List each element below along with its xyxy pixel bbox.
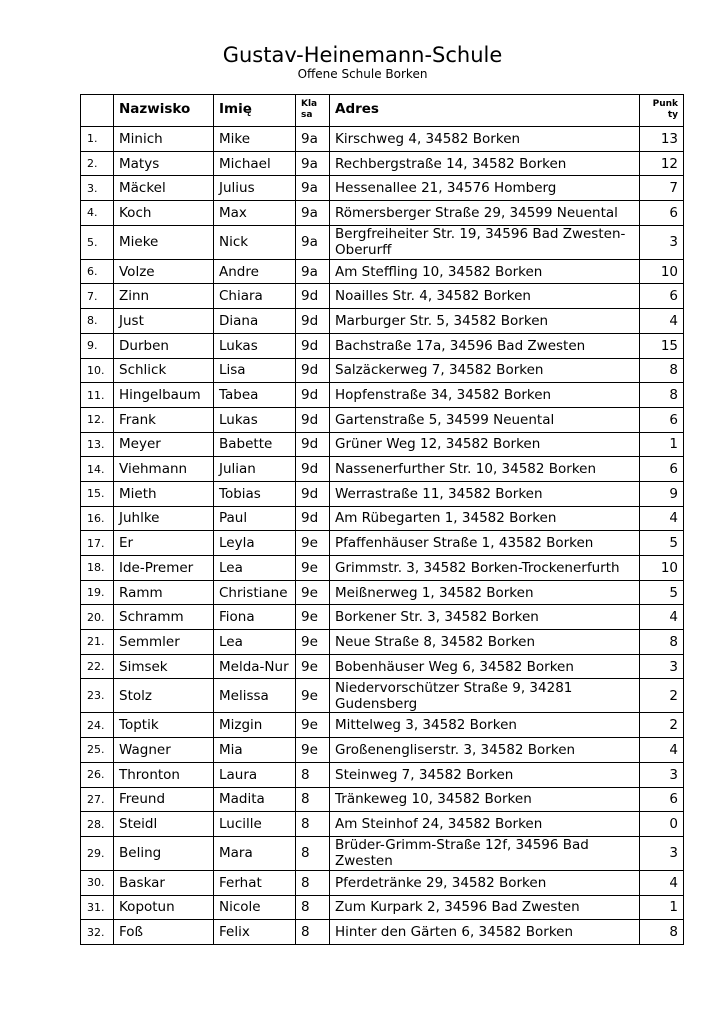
table-row — [81, 127, 684, 152]
row-number: 2. — [81, 151, 114, 176]
cell-klasa: 8 — [296, 836, 330, 870]
cell-klasa: 9e — [296, 531, 330, 556]
cell-punkty: 4 — [640, 506, 684, 531]
cell-klasa: 9d — [296, 383, 330, 408]
row-number: 12. — [81, 407, 114, 432]
page-title: Gustav-Heinemann-Schule — [222, 43, 503, 67]
cell-adres: Grüner Weg 12, 34582 Borken — [330, 432, 640, 457]
row-number: 10. — [81, 358, 114, 383]
cell-imie: Lukas — [214, 333, 296, 358]
cell-punkty: 9 — [640, 481, 684, 506]
cell-punkty: 8 — [640, 630, 684, 655]
table-row — [81, 432, 684, 457]
cell-punkty: 4 — [640, 738, 684, 763]
cell-punkty: 6 — [640, 407, 684, 432]
row-number: 29. — [81, 836, 114, 870]
cell-adres: Hessenallee 21, 34576 Homberg — [330, 176, 640, 201]
cell-nazwisko: Simsek — [114, 654, 214, 679]
cell-nazwisko: Ide-Premer — [114, 556, 214, 581]
cell-imie: Lea — [214, 556, 296, 581]
cell-adres: Römersberger Straße 29, 34599 Neuental — [330, 201, 640, 226]
row-number: 23. — [81, 679, 114, 713]
cell-punkty: 1 — [640, 432, 684, 457]
cell-imie: Mizgin — [214, 713, 296, 738]
cell-imie: Fiona — [214, 605, 296, 630]
cell-imie: Mike — [214, 127, 296, 152]
header-adres: Adres — [330, 95, 640, 127]
cell-adres: Kirschweg 4, 34582 Borken — [330, 127, 640, 152]
cell-klasa: 9d — [296, 457, 330, 482]
table-row — [81, 259, 684, 284]
table-row — [81, 383, 684, 408]
cell-imie: Nick — [214, 225, 296, 259]
table-row — [81, 151, 684, 176]
cell-adres: Brüder-Grimm-Straße 12f, 34596 Bad Zwesten — [330, 836, 640, 870]
cell-imie: Michael — [214, 151, 296, 176]
row-number: 11. — [81, 383, 114, 408]
cell-imie: Paul — [214, 506, 296, 531]
cell-punkty: 4 — [640, 870, 684, 895]
header-punkty-text: Punk ty — [652, 99, 678, 120]
table-row — [81, 481, 684, 506]
cell-punkty: 8 — [640, 920, 684, 945]
cell-adres: Rechbergstraße 14, 34582 Borken — [330, 151, 640, 176]
cell-klasa: 8 — [296, 920, 330, 945]
row-number: 26. — [81, 762, 114, 787]
header-klasa-text: Kla sa — [301, 99, 318, 120]
table-row — [81, 870, 684, 895]
cell-punkty: 12 — [640, 151, 684, 176]
table-row — [81, 654, 684, 679]
cell-nazwisko: Stolz — [114, 679, 214, 713]
cell-adres: Bobenhäuser Weg 6, 34582 Borken — [330, 654, 640, 679]
table-row — [81, 605, 684, 630]
table-row — [81, 225, 684, 259]
cell-imie: Ferhat — [214, 870, 296, 895]
cell-nazwisko: Ramm — [114, 580, 214, 605]
cell-punkty: 3 — [640, 762, 684, 787]
cell-punkty: 2 — [640, 679, 684, 713]
cell-klasa: 9a — [296, 176, 330, 201]
header-nr — [81, 95, 114, 127]
cell-punkty: 8 — [640, 358, 684, 383]
cell-adres: Salzäckerweg 7, 34582 Borken — [330, 358, 640, 383]
cell-klasa: 9a — [296, 127, 330, 152]
cell-adres: Pferdetränke 29, 34582 Borken — [330, 870, 640, 895]
cell-klasa: 9d — [296, 309, 330, 334]
cell-punkty: 6 — [640, 201, 684, 226]
cell-nazwisko: Thronton — [114, 762, 214, 787]
cell-klasa: 9d — [296, 432, 330, 457]
cell-imie: Chiara — [214, 284, 296, 309]
cell-imie: Christiane — [214, 580, 296, 605]
table-row — [81, 738, 684, 763]
cell-imie: Nicole — [214, 895, 296, 920]
row-number: 19. — [81, 580, 114, 605]
row-number: 8. — [81, 309, 114, 334]
students-table — [80, 94, 684, 945]
table-row — [81, 407, 684, 432]
row-number: 15. — [81, 481, 114, 506]
cell-klasa: 8 — [296, 870, 330, 895]
cell-klasa: 9a — [296, 201, 330, 226]
table-row — [81, 812, 684, 837]
cell-imie: Lea — [214, 630, 296, 655]
cell-punkty: 3 — [640, 225, 684, 259]
table-row — [81, 895, 684, 920]
cell-nazwisko: Koch — [114, 201, 214, 226]
cell-nazwisko: Zinn — [114, 284, 214, 309]
cell-nazwisko: Volze — [114, 259, 214, 284]
cell-punkty: 2 — [640, 713, 684, 738]
cell-punkty: 4 — [640, 309, 684, 334]
header-imie: Imię — [214, 95, 296, 127]
cell-nazwisko: Baskar — [114, 870, 214, 895]
cell-nazwisko: Meyer — [114, 432, 214, 457]
cell-klasa: 8 — [296, 812, 330, 837]
cell-nazwisko: Schramm — [114, 605, 214, 630]
cell-klasa: 9e — [296, 679, 330, 713]
cell-nazwisko: Freund — [114, 787, 214, 812]
cell-adres: Mittelweg 3, 34582 Borken — [330, 713, 640, 738]
cell-nazwisko: Minich — [114, 127, 214, 152]
row-number: 21. — [81, 630, 114, 655]
cell-punkty: 10 — [640, 556, 684, 581]
cell-nazwisko: Mieke — [114, 225, 214, 259]
cell-punkty: 6 — [640, 787, 684, 812]
cell-adres: Großenengliserstr. 3, 34582 Borken — [330, 738, 640, 763]
cell-punkty: 8 — [640, 383, 684, 408]
cell-imie: Max — [214, 201, 296, 226]
cell-punkty: 6 — [640, 457, 684, 482]
cell-adres: Niedervorschützer Straße 9, 34281 Gudensberg — [330, 679, 640, 713]
cell-imie: Julius — [214, 176, 296, 201]
cell-klasa: 9e — [296, 713, 330, 738]
row-number: 3. — [81, 176, 114, 201]
cell-adres: Steinweg 7, 34582 Borken — [330, 762, 640, 787]
row-number: 5. — [81, 225, 114, 259]
page-subtitle: Offene Schule Borken — [297, 67, 428, 81]
cell-klasa: 9e — [296, 654, 330, 679]
table-row — [81, 630, 684, 655]
table-row — [81, 358, 684, 383]
row-number: 18. — [81, 556, 114, 581]
row-number: 25. — [81, 738, 114, 763]
cell-imie: Lisa — [214, 358, 296, 383]
cell-klasa: 9d — [296, 284, 330, 309]
cell-nazwisko: Steidl — [114, 812, 214, 837]
cell-imie: Tabea — [214, 383, 296, 408]
row-number: 24. — [81, 713, 114, 738]
cell-punkty: 5 — [640, 580, 684, 605]
cell-adres: Bachstraße 17a, 34596 Bad Zwesten — [330, 333, 640, 358]
cell-nazwisko: Er — [114, 531, 214, 556]
cell-adres: Bergfreiheiter Str. 19, 34596 Bad Zwesten-Oberurff — [330, 225, 640, 259]
cell-imie: Melda-Nur — [214, 654, 296, 679]
cell-imie: Lukas — [214, 407, 296, 432]
cell-klasa: 8 — [296, 787, 330, 812]
table-row — [81, 176, 684, 201]
cell-klasa: 9d — [296, 358, 330, 383]
cell-adres: Hopfenstraße 34, 34582 Borken — [330, 383, 640, 408]
cell-punkty: 7 — [640, 176, 684, 201]
cell-adres: Werrastraße 11, 34582 Borken — [330, 481, 640, 506]
cell-nazwisko: Beling — [114, 836, 214, 870]
row-number: 6. — [81, 259, 114, 284]
table-row — [81, 920, 684, 945]
cell-punkty: 13 — [640, 127, 684, 152]
cell-klasa: 9e — [296, 605, 330, 630]
cell-imie: Lucille — [214, 812, 296, 837]
cell-klasa: 9a — [296, 259, 330, 284]
cell-punkty: 10 — [640, 259, 684, 284]
cell-klasa: 9d — [296, 333, 330, 358]
cell-klasa: 9e — [296, 556, 330, 581]
table-row — [81, 787, 684, 812]
cell-nazwisko: Mieth — [114, 481, 214, 506]
cell-punkty: 1 — [640, 895, 684, 920]
cell-punkty: 4 — [640, 605, 684, 630]
row-number: 31. — [81, 895, 114, 920]
cell-adres: Am Steffling 10, 34582 Borken — [330, 259, 640, 284]
cell-imie: Mia — [214, 738, 296, 763]
table-row — [81, 836, 684, 870]
cell-imie: Felix — [214, 920, 296, 945]
cell-imie: Madita — [214, 787, 296, 812]
cell-imie: Laura — [214, 762, 296, 787]
cell-klasa: 9d — [296, 481, 330, 506]
row-number: 27. — [81, 787, 114, 812]
row-number: 1. — [81, 127, 114, 152]
cell-adres: Am Steinhof 24, 34582 Borken — [330, 812, 640, 837]
cell-punkty: 15 — [640, 333, 684, 358]
row-number: 32. — [81, 920, 114, 945]
cell-klasa: 9e — [296, 580, 330, 605]
cell-adres: Meißnerweg 1, 34582 Borken — [330, 580, 640, 605]
cell-imie: Mara — [214, 836, 296, 870]
row-number: 9. — [81, 333, 114, 358]
row-number: 4. — [81, 201, 114, 226]
cell-klasa: 9e — [296, 630, 330, 655]
header-klasa — [296, 95, 330, 127]
table-row — [81, 284, 684, 309]
cell-punkty: 6 — [640, 284, 684, 309]
cell-adres: Borkener Str. 3, 34582 Borken — [330, 605, 640, 630]
cell-nazwisko: Kopotun — [114, 895, 214, 920]
row-number: 7. — [81, 284, 114, 309]
table-row — [81, 309, 684, 334]
row-number: 14. — [81, 457, 114, 482]
cell-punkty: 5 — [640, 531, 684, 556]
header-nazwisko: Nazwisko — [114, 95, 214, 127]
cell-klasa: 9d — [296, 407, 330, 432]
row-number: 20. — [81, 605, 114, 630]
cell-nazwisko: Mäckel — [114, 176, 214, 201]
cell-nazwisko: Durben — [114, 333, 214, 358]
cell-klasa: 9d — [296, 506, 330, 531]
cell-nazwisko: Juhlke — [114, 506, 214, 531]
cell-nazwisko: Matys — [114, 151, 214, 176]
cell-imie: Melissa — [214, 679, 296, 713]
cell-punkty: 0 — [640, 812, 684, 837]
header-punkty — [640, 95, 684, 127]
cell-adres: Noailles Str. 4, 34582 Borken — [330, 284, 640, 309]
cell-adres: Gartenstraße 5, 34599 Neuental — [330, 407, 640, 432]
cell-imie: Tobias — [214, 481, 296, 506]
cell-adres: Am Rübegarten 1, 34582 Borken — [330, 506, 640, 531]
cell-punkty: 3 — [640, 836, 684, 870]
cell-adres: Neue Straße 8, 34582 Borken — [330, 630, 640, 655]
cell-imie: Leyla — [214, 531, 296, 556]
cell-klasa: 8 — [296, 762, 330, 787]
cell-nazwisko: Schlick — [114, 358, 214, 383]
cell-adres: Tränkeweg 10, 34582 Borken — [330, 787, 640, 812]
table-row — [81, 556, 684, 581]
cell-klasa: 9a — [296, 225, 330, 259]
table-row — [81, 679, 684, 713]
table-row — [81, 531, 684, 556]
cell-klasa: 9e — [296, 738, 330, 763]
cell-punkty: 3 — [640, 654, 684, 679]
table-row — [81, 201, 684, 226]
cell-nazwisko: Foß — [114, 920, 214, 945]
row-number: 17. — [81, 531, 114, 556]
cell-adres: Nassenerfurther Str. 10, 34582 Borken — [330, 457, 640, 482]
table-header-row — [81, 95, 684, 127]
cell-nazwisko: Hingelbaum — [114, 383, 214, 408]
table-row — [81, 506, 684, 531]
cell-adres: Marburger Str. 5, 34582 Borken — [330, 309, 640, 334]
cell-nazwisko: Semmler — [114, 630, 214, 655]
cell-klasa: 9a — [296, 151, 330, 176]
table-row — [81, 713, 684, 738]
row-number: 16. — [81, 506, 114, 531]
table-row — [81, 762, 684, 787]
row-number: 22. — [81, 654, 114, 679]
cell-imie: Julian — [214, 457, 296, 482]
cell-nazwisko: Toptik — [114, 713, 214, 738]
cell-adres: Zum Kurpark 2, 34596 Bad Zwesten — [330, 895, 640, 920]
row-number: 13. — [81, 432, 114, 457]
row-number: 28. — [81, 812, 114, 837]
cell-klasa: 8 — [296, 895, 330, 920]
row-number: 30. — [81, 870, 114, 895]
cell-imie: Andre — [214, 259, 296, 284]
cell-imie: Babette — [214, 432, 296, 457]
table-row — [81, 333, 684, 358]
cell-nazwisko: Frank — [114, 407, 214, 432]
table-row — [81, 580, 684, 605]
cell-adres: Pfaffenhäuser Straße 1, 43582 Borken — [330, 531, 640, 556]
table-row — [81, 457, 684, 482]
cell-nazwisko: Viehmann — [114, 457, 214, 482]
cell-adres: Grimmstr. 3, 34582 Borken-Trockenerfurth — [330, 556, 640, 581]
cell-nazwisko: Just — [114, 309, 214, 334]
cell-adres: Hinter den Gärten 6, 34582 Borken — [330, 920, 640, 945]
table-body — [81, 127, 684, 945]
cell-imie: Diana — [214, 309, 296, 334]
cell-nazwisko: Wagner — [114, 738, 214, 763]
